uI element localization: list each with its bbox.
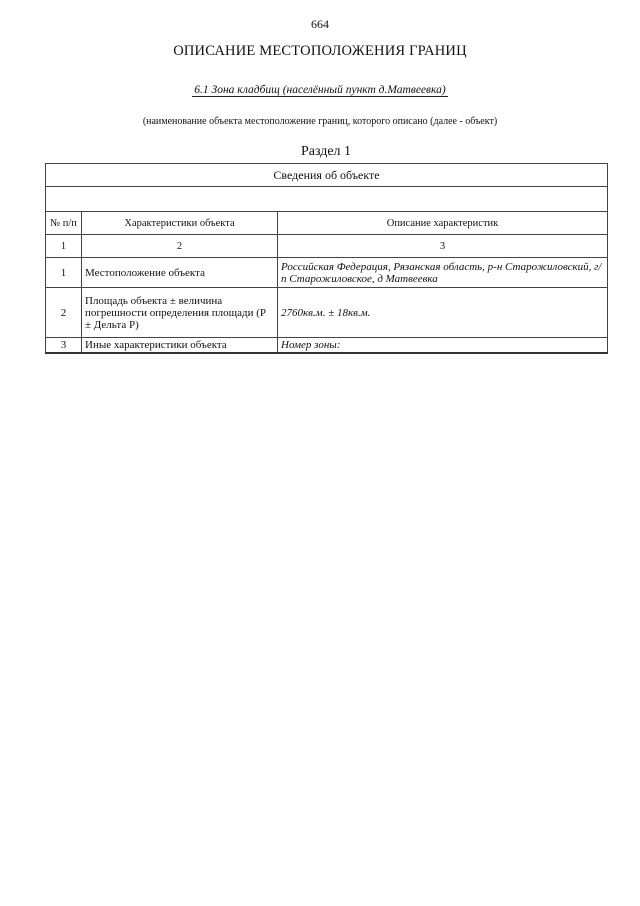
table-row [46,288,608,338]
row-num: 3 [46,338,82,354]
object-name: 6.1 Зона кладбищ (населённый пункт д.Матвеевка) [194,84,446,96]
table-header-row [46,212,608,235]
header-description: Описание характеристик [278,212,608,235]
table-spacer-row [46,187,608,212]
table-caption-row [46,164,608,187]
row-num: 2 [46,288,82,338]
table-index-row [46,235,608,258]
row-num: 1 [46,258,82,288]
document-title: ОПИСАНИЕ МЕСТОПОЛОЖЕНИЯ ГРАНИЦ [173,43,467,59]
index-col-3: 3 [278,235,608,258]
header-characteristic: Характеристики объекта [82,212,278,235]
index-col-2: 2 [82,235,278,258]
row-characteristic: Иные характеристики объекта [82,338,278,354]
header-num: № п/п [46,212,82,235]
row-description: 2760кв.м. ± 18кв.м. [278,288,608,338]
row-characteristic: Местоположение объекта [82,258,278,288]
table-row [46,258,608,288]
object-info-table [45,163,608,354]
object-name-caption: (наименование объекта местоположение границ, которого описано (далее - объект) [142,116,498,127]
row-characteristic: Площадь объекта ± величина погрешности определения площади (P ± Дельта P) [82,288,278,338]
section-title: Раздел 1 [300,144,352,159]
row-description: Российская Федерация, Рязанская область, р-н Старожиловский, г/п Старожиловское, д Матвеевка [278,258,608,288]
row-description: Номер зоны: [278,338,608,354]
table-caption: Сведения об объекте [46,164,608,187]
table-spacer-cell [46,187,608,212]
index-col-1: 1 [46,235,82,258]
object-name-line [0,84,640,96]
page-number: 664 [311,17,329,31]
table-row [46,338,608,354]
